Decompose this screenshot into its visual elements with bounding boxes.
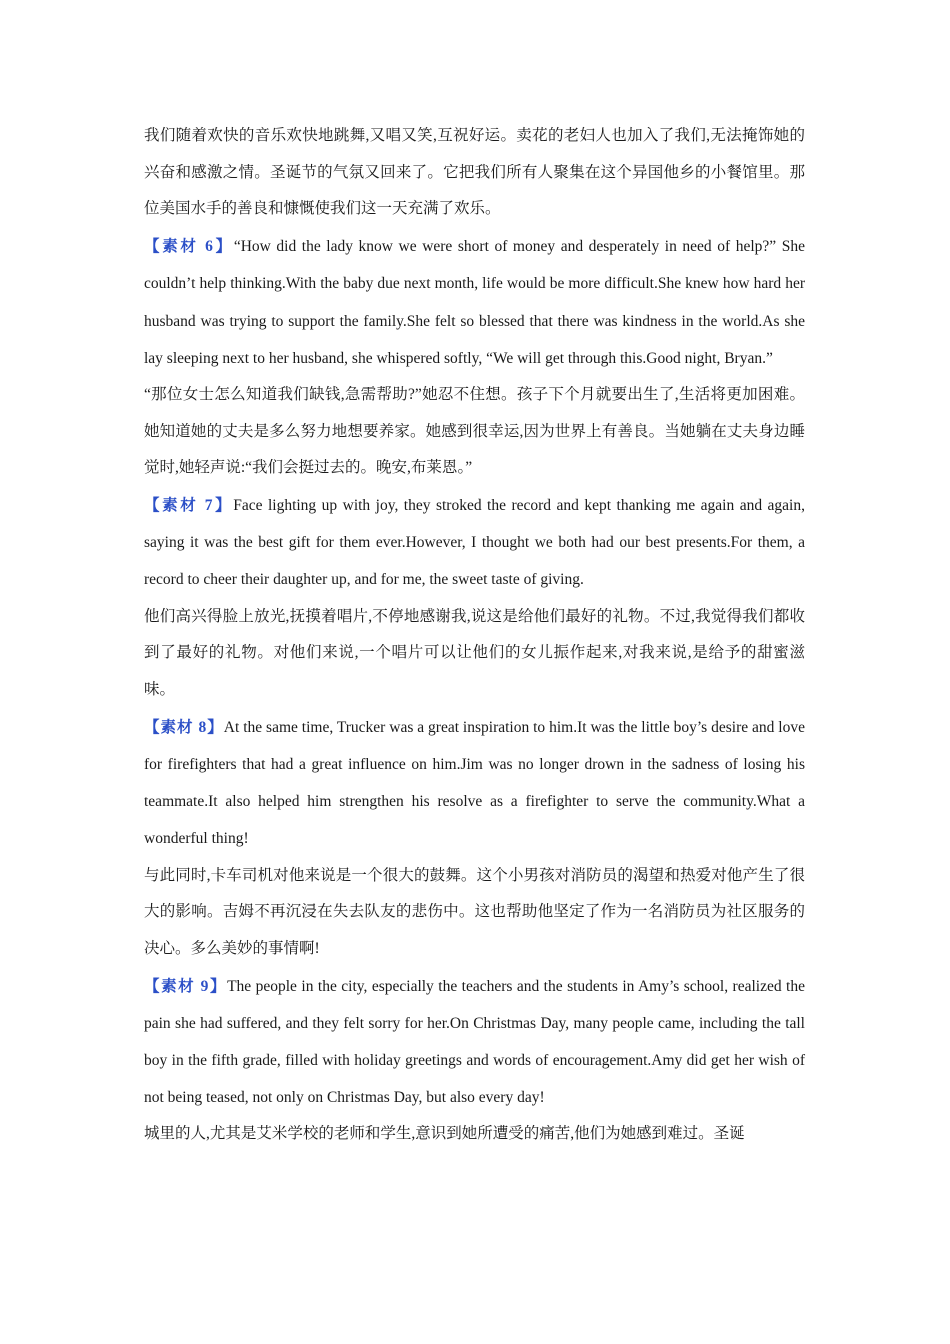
paragraph-text: The people in the city, especially the teachers and the students in Amy’s school, realized the pain she had suffered, and they felt sorry for her.On Christmas Day, many people came, including the tall boy in the fifth grade, filled with holiday greetings and words of encouragement.Amy did get her wish of not being teased, not only on Christmas Day, but also every day! bbox=[144, 977, 805, 1107]
material-tag: 【素材 9】 bbox=[144, 977, 228, 995]
paragraph-material-9 bbox=[144, 968, 805, 1117]
paragraph-cn-1 bbox=[144, 118, 805, 228]
paragraph-text: 我们随着欢快的音乐欢快地跳舞,又唱又笑,互祝好运。卖花的老妇人也加入了我们,无法掩饰她的兴奋和感激之情。圣诞节的气氛又回来了。它把我们所有人聚集在这个异国他乡的小餐馆里。那位美国水手的善良和慷慨使我们这一天充满了欢乐。 bbox=[144, 127, 805, 218]
paragraph-cn-3 bbox=[144, 599, 805, 709]
paragraph-cn-4 bbox=[144, 858, 805, 968]
paragraph-text: 他们高兴得脸上放光,抚摸着唱片,不停地感谢我,说这是给他们最好的礼物。不过,我觉得我们都收到了最好的礼物。对他们来说,一个唱片可以让他们的女儿振作起来,对我来说,是给予的甜蜜滋味。 bbox=[144, 607, 805, 699]
paragraph-material-7 bbox=[144, 487, 805, 599]
paragraph-material-8 bbox=[144, 709, 805, 858]
paragraph-text: 与此同时,卡车司机对他来说是一个很大的鼓舞。这个小男孩对消防员的渴望和热爱对他产生了很大的影响。吉姆不再沉浸在失去队友的悲伤中。这也帮助他坚定了作为一名消防员为社区服务的决心。多么美妙的事情啊! bbox=[144, 866, 805, 957]
paragraph-cn-5 bbox=[144, 1116, 805, 1153]
paragraph-material-6 bbox=[144, 228, 805, 377]
material-tag: 【素材 6】 bbox=[144, 238, 234, 256]
paragraph-text: “How did the lady know we were short of money and desperately in need of help?” She couldn’t help thinking.With the baby due next month, life would be more difficult.She knew how hard her husband was trying to support the family.She felt so blessed that there was kindness in the world.As she lay sleeping next to her husband, she whispered softly, “We will get through this.Good night, Bryan.” bbox=[144, 238, 805, 367]
material-tag: 【素材 8】 bbox=[144, 718, 224, 736]
paragraph-text: Face lighting up with joy, they stroked the record and kept thanking me again and again, saying it was the best gift for them ever.However, I thought we both had our best presents.For them, a record to cheer their daughter up, and for me, the sweet taste of giving. bbox=[144, 497, 805, 589]
material-tag: 【素材 7】 bbox=[144, 497, 234, 515]
paragraph-text: At the same time, Trucker was a great inspiration to him.It was the little boy’s desire and love for firefighters that had a great influence on him.Jim was no longer drown in the sadness of losing his teammate.It also helped him strengthen his resolve as a firefighter to serve the community.What a wonderful thing! bbox=[144, 718, 805, 848]
document-page bbox=[144, 118, 805, 1153]
paragraph-text: “那位女士怎么知道我们缺钱,急需帮助?”她忍不住想。孩子下个月就要出生了,生活将更加困难。她知道她的丈夫是多么努力地想要养家。她感到很幸运,因为世界上有善良。当她躺在丈夫身边睡觉时,她轻声说:“我们会挺过去的。晚安,布莱恩。” bbox=[144, 385, 805, 477]
paragraph-cn-2 bbox=[144, 377, 805, 487]
paragraph-text: 城里的人,尤其是艾米学校的老师和学生,意识到她所遭受的痛苦,他们为她感到难过。圣诞 bbox=[144, 1125, 745, 1143]
